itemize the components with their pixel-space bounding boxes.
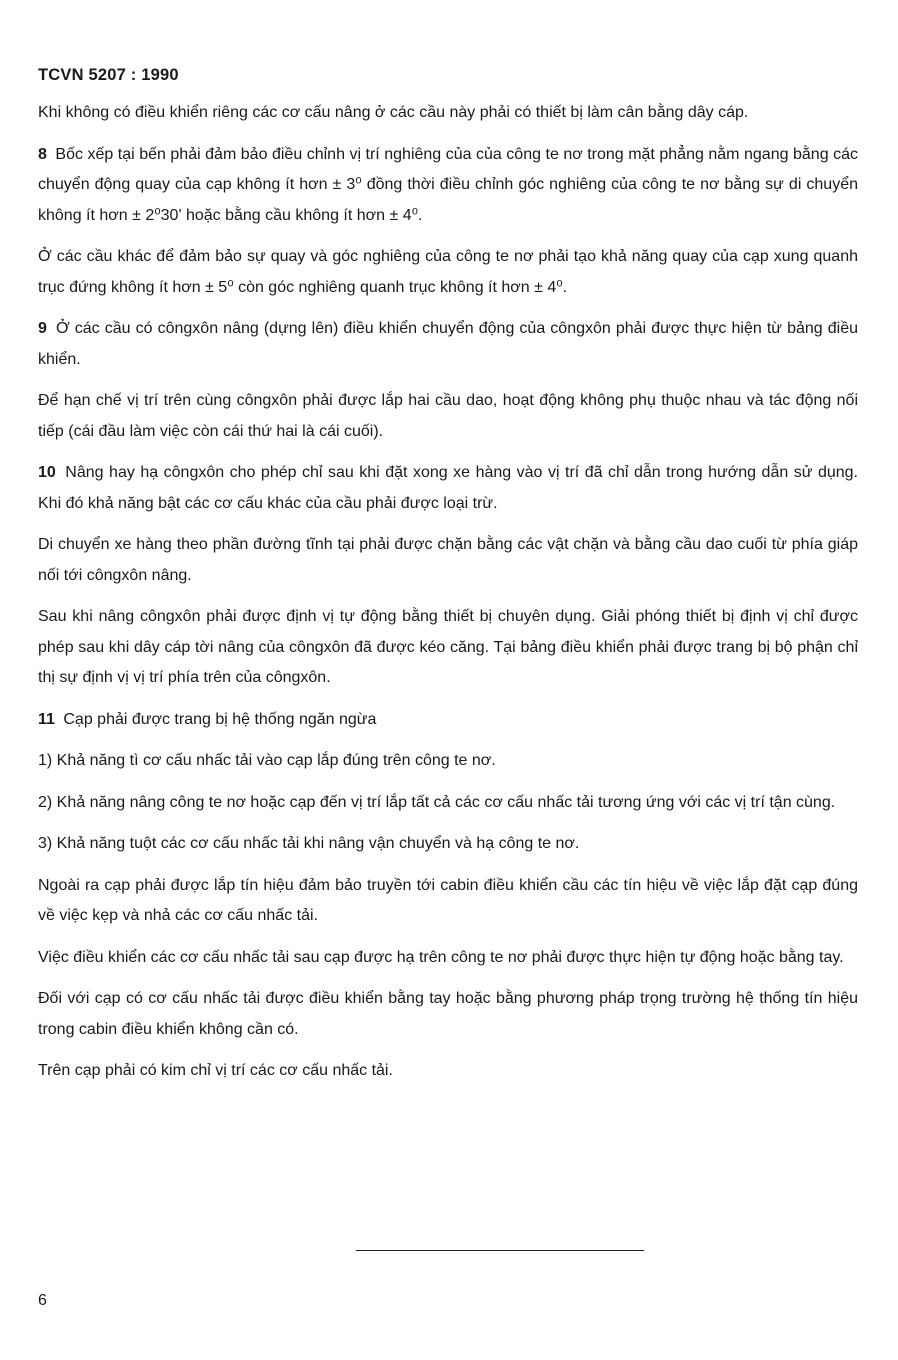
paragraph-text: 2) Khả năng nâng công te nơ hoặc cạp đến vị trí lắp tất cả các cơ cấu nhấc tải tương ứng với các vị trí tận cùng. <box>38 793 836 811</box>
standard-code-header: TCVN 5207 : 1990 <box>38 66 179 84</box>
paragraph-text: Sau khi nâng côngxôn phải được định vị tự động bằng thiết bị chuyên dụng. Giải phóng thiết bị định vị chỉ được phép sau khi dây cáp tời nâng của côngxôn đã được kéo căng. Tại bảng điều khiển phải được trang bị bộ phận chỉ thị sự định vị vị trí phía trên của côngxôn. <box>38 608 858 686</box>
end-divider-line <box>356 1250 644 1251</box>
paragraph <box>38 943 858 974</box>
list-item <box>38 829 858 860</box>
paragraph-text: Trên cạp phải có kim chỉ vị trí các cơ cấu nhấc tải. <box>38 1062 393 1079</box>
paragraph <box>38 530 858 591</box>
page-number: 6 <box>38 1292 47 1309</box>
paragraph-text: Di chuyển xe hàng theo phần đường tĩnh tại phải được chặn bằng các vật chặn và bằng cầu dao cuối từ phía giáp nối tới côngxôn nâng. <box>38 536 858 584</box>
clause-number: 8 <box>38 145 47 163</box>
paragraph <box>38 602 858 694</box>
paragraph-text: Cạp phải được trang bị hệ thống ngăn ngừa <box>63 710 377 728</box>
paragraph-text: Ở các cầu có côngxôn nâng (dựng lên) điều khiển chuyển động của côngxôn phải được thực hiện từ bảng điều khiển. <box>38 320 858 368</box>
paragraph-text: 3) Khả năng tuột các cơ cấu nhấc tải khi nâng vận chuyển và hạ công te nơ. <box>38 835 580 852</box>
paragraph <box>38 98 858 129</box>
paragraph <box>38 871 858 932</box>
paragraph-text: Để hạn chế vị trí trên cùng côngxôn phải được lắp hai cầu dao, hoạt động không phụ thuộc nhau và tác động nối tiếp (cái đầu làm việc còn cái thứ hai là cái cuối). <box>38 392 858 440</box>
clause-9 <box>38 314 858 375</box>
paragraph-text: Nâng hay hạ côngxôn cho phép chỉ sau khi đặt xong xe hàng vào vị trí đã chỉ dẫn trong hướng dẫn sử dụng. Khi đó khả năng bật các cơ cấu khác của cầu phải được loại trừ. <box>38 464 858 512</box>
clause-11 <box>38 705 858 736</box>
paragraph <box>38 242 858 303</box>
paragraph-text: Việc điều khiển các cơ cấu nhấc tải sau cạp được hạ trên công te nơ phải được thực hiện tự động hoặc bằng tay. <box>38 948 844 966</box>
clause-number: 10 <box>38 464 56 481</box>
list-item <box>38 788 858 819</box>
paragraph-text: Ngoài ra cạp phải được lắp tín hiệu đảm bảo truyền tới cabin điều khiển cầu các tín hiệu về việc lắp đặt cạp đúng về việc kẹp và nhả các cơ cấu nhấc tải. <box>38 876 858 924</box>
list-item <box>38 746 858 777</box>
clause-8 <box>38 140 858 232</box>
clause-10 <box>38 458 858 519</box>
paragraph-text: Đối với cạp có cơ cấu nhấc tải được điều khiển bằng tay hoặc bằng phương pháp trọng trường hệ thống tín hiệu trong cabin điều khiển không cần có. <box>38 990 858 1038</box>
paragraph <box>38 386 858 447</box>
paragraph-text: 1) Khả năng tì cơ cấu nhấc tải vào cạp lắp đúng trên công te nơ. <box>38 752 496 769</box>
paragraph-text: Khi không có điều khiển riêng các cơ cấu nâng ở các cầu này phải có thiết bị làm cân bằng dây cáp. <box>38 104 749 121</box>
paragraph <box>38 1056 858 1087</box>
clause-number: 9 <box>38 320 47 337</box>
paragraph-text: Bốc xếp tại bến phải đảm bảo điều chỉnh vị trí nghiêng của của công te nơ trong mặt phẳng nằm ngang bằng các chuyển động quay của cạp không ít hơn ± 3⁰ đồng thời điều chỉnh góc nghiêng của công te nơ bằng sự di chuyển không ít hơn ± 2⁰30' hoặc bằng cầu không ít hơn ± 4⁰. <box>38 145 858 224</box>
paragraph-text: Ở các cầu khác để đảm bảo sự quay và góc nghiêng của công te nơ phải tạo khả năng quay của cạp xung quanh trục đứng không ít hơn ± 5⁰ còn góc nghiêng quanh trục không ít hơn ± 4⁰. <box>38 248 858 296</box>
document-body <box>38 98 858 1098</box>
clause-number: 11 <box>38 710 55 728</box>
paragraph <box>38 984 858 1045</box>
